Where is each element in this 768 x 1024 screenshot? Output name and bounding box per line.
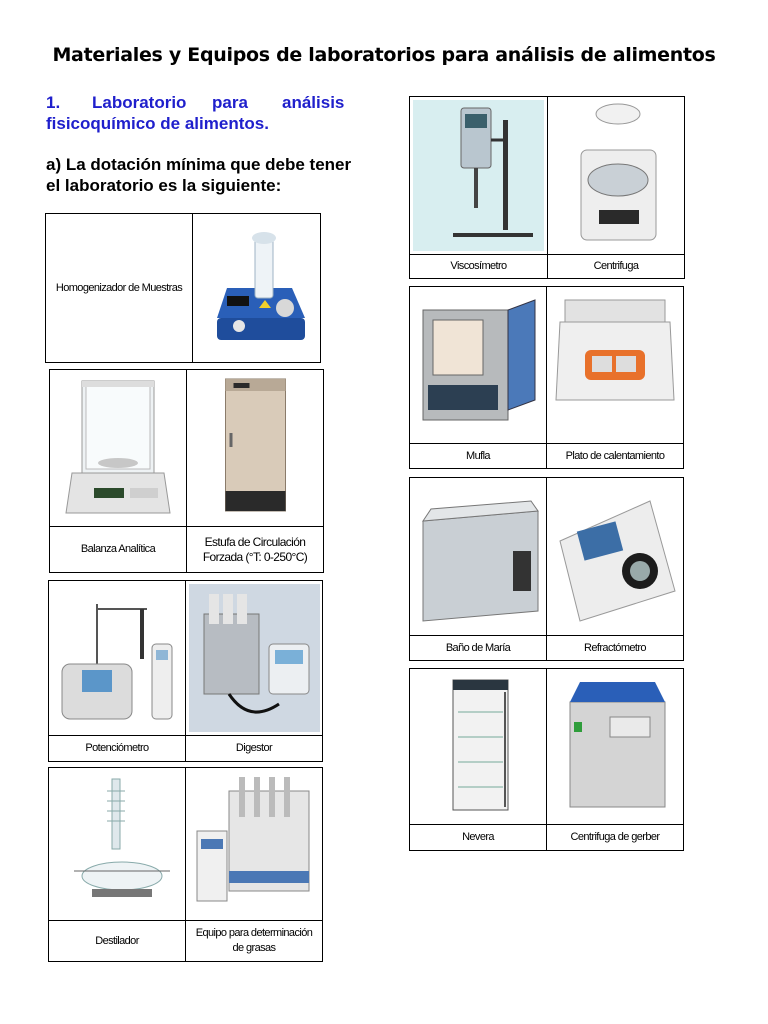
section-heading — [46, 92, 362, 134]
section-rest: fisicoquímico de alimentos. — [46, 114, 269, 133]
gerber-centrifuge-image — [550, 672, 681, 821]
label-mufla: Mufla — [466, 449, 490, 462]
table-nevera-gerber — [409, 668, 684, 851]
digester-image — [189, 584, 320, 732]
label-digestor: Digestor — [235, 742, 273, 754]
label-nevera: Nevera — [462, 831, 494, 843]
fat-extractor-image — [189, 771, 320, 917]
table-bano-refractometro — [409, 477, 684, 661]
table-homogenizador — [45, 213, 321, 363]
label-viscosimetro: Viscosímetro — [450, 260, 507, 272]
section-word-2: para — [212, 93, 248, 112]
label-destilador: Destilador — [95, 934, 139, 947]
section-word-1: Laboratorio — [92, 93, 187, 112]
label-gerber: Centrifuga de gerber — [570, 831, 660, 843]
water-bath-image — [413, 481, 543, 632]
section-word-3: análisis — [282, 93, 345, 112]
subsection-heading: a) La dotación mínima que debe tener el laboratorio es la siguiente: — [46, 155, 352, 195]
label-centrifuga: Centrifuga — [593, 260, 639, 272]
centrifuge-image — [551, 100, 682, 251]
label-bano: Baño de María — [445, 641, 511, 654]
page-title: Materiales y Equipos de laboratorios para análisis de alimentos — [52, 44, 716, 66]
refractometer-image — [550, 481, 681, 632]
table-potenciometro-digestor — [48, 580, 323, 762]
table-mufla-plato — [409, 286, 684, 469]
label-potenciometro: Potenciómetro — [85, 742, 149, 754]
muffle-furnace-image — [413, 290, 543, 440]
table-destilador-grasas — [48, 767, 323, 962]
table-viscosimetro-centrifuga — [409, 96, 685, 279]
label-estufa: Estufa de Circulación Forzada (°T: 0-250°C) — [202, 534, 308, 564]
distiller-image — [52, 771, 182, 917]
oven-image — [190, 373, 321, 523]
label-balanza: Balanza Analítica — [80, 543, 156, 555]
label-homogenizador: Homogenizador de Muestras — [55, 281, 183, 294]
label-plato: Plato de calentamiento — [565, 449, 665, 462]
section-number: 1. — [46, 93, 61, 112]
balance-image — [54, 373, 182, 523]
label-grasas: Equipo para determinación de grasas — [195, 927, 313, 954]
label-refractometro: Refractómetro — [584, 641, 646, 654]
homogenizer-image — [196, 218, 318, 358]
refrigerator-image — [413, 672, 543, 821]
ph-meter-image — [52, 584, 182, 732]
viscometer-image — [413, 100, 544, 251]
hot-plate-image — [550, 290, 681, 440]
table-balanza-estufa — [49, 369, 324, 573]
